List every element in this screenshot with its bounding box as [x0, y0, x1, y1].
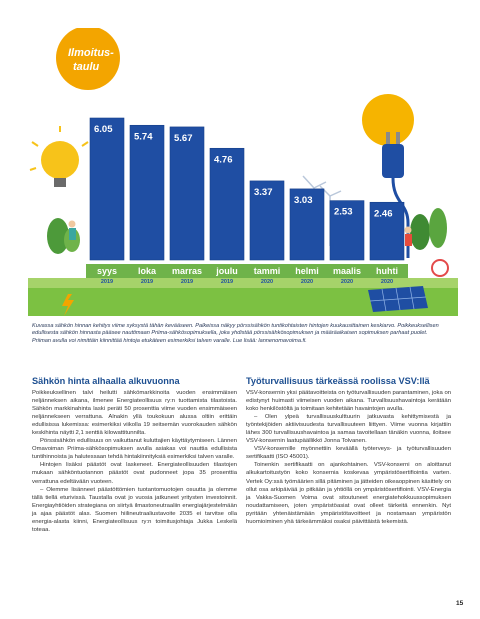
x-tick-year: 2020 — [380, 279, 394, 285]
bar-value-label: 3.37 — [254, 186, 273, 198]
bar-value-label: 4.76 — [214, 154, 233, 166]
article-right-heading: Työturvallisuus tärkeässä roolissa VSV:llä — [246, 376, 430, 386]
article-left-paragraph: Poikkeuksellinen talvi heilutti sähkömarkkinoita vuoden ensimmäisen neljänneksen aikana, ilmenee Energiateollisuus ry:n tuottamista tilastoista. Sähkön markkinahinta laski peräti 50 prosenttia viime vuoden ensimmäiseen neljännekseen verrattuna. Alnakin yllä toukokuun alussa oltiin erittäin edullisissa lukemissa: esimerkiksi viikolla 19 seitsemän vuorokauden sähkön keskihinta näytti 2,1 senttiä kilowattitunnilta. — [32, 390, 237, 437]
bar-marras — [170, 127, 204, 260]
article-left-paragraph: Pörssisähkön edullisuus on vaikuttanut kuluttajien käyttäytymiseen. Lännen Omavoiman Priima-sähkösopimuksen avulla asiakas voi nauttia edullisista tuntihinnoista ja halutessaan tehdä hintakiinnityksiä esimerkiksi talven varalle. — [32, 438, 237, 461]
chart-caption: Kuvassa sähkön hinnan kehitys viime syksystä tähän kevääseen. Palkeissa näkyy pörssisähkön tuntikohtaisten hintojen kuukausittainen keskiarvo. Poikkeuksellisen edullisesta sähkön hinnasta pääsee nauttimaan Priima-sähkösopimuksella, joka yhdistää pörssisähkösopimuksen ja määräaikaisen sopimuksen parhaat puolet. Priiman avulla voi nimittäin kiinnittää hintoja etukäteen esimerkiksi talven varalle. Lue lisää: lannenomavoima.fi. — [32, 323, 439, 344]
tree-icon — [410, 214, 430, 250]
x-tick-month: tammi — [253, 266, 281, 276]
article-right — [246, 376, 451, 526]
bar-value-label: 2.46 — [374, 208, 393, 220]
article-left — [32, 376, 237, 534]
article-right-paragraph: VSV-konsernin yksi päätavoitteista on työturvallisuuden parantaminen, joka on edistynyt huimasti viimeisen vuoden aikana. Turvallisuushavaintoja kerätään koko henkilöstöltä ja toimitaan kehitetään havaintojen avulla. — [246, 390, 451, 413]
bar-value-label: 3.03 — [294, 194, 313, 206]
bar-syys — [90, 118, 124, 260]
bar-value-label: 5.67 — [174, 132, 193, 144]
article-right-paragraph: Toinenkin sertifikaatti on ajankohtainen. VSV-konserni on aloittanut alkukartoitustyön koko konsernia koskevaa ympäristösertifiointia varten. Vertek Oy:ssä työmäärien sillä pitäminen ja jätteiden oikeaoppinen käsittely on ollut osa arkipäivää jo pitkään ja yhtiöllä on ympäristösertifiointi. VSV-Energia ja Vakka-Suomen Voima ovat sitoutuneet energiatehokkuussopimuksen noudattamiseen, joten ympäristöasiat ovat olleet tärkeitä ennenkin. Nyt pyritään yhtenäistämään ympäristötavoitteet ja nostamaan ympäristön huomioiminen yhä tärkeämmäksi osaksi päivittäistä tekemistä. — [246, 462, 451, 525]
x-tick-year: 2019 — [220, 279, 234, 285]
lightbulb-base — [54, 178, 66, 187]
article-left-paragraph: Hintojen lisäksi päästöt ovat laskeneet. Energiateollisuuden tilastojen mukaan sähköntuotannon päästöt ovat pudonneet jopa 35 prosenttia verrattuna edeltävään vuoteen. — [32, 462, 237, 485]
article-right-paragraph: VSV-konsernille myönnettiin keväällä työterveys- ja työturvallisuuden sertifikaatti (ISO 45001). — [246, 446, 451, 461]
x-tick-month: maalis — [332, 266, 362, 276]
bar-loka — [130, 125, 164, 260]
ground-shade — [28, 278, 458, 288]
x-tick-year: 2019 — [180, 279, 194, 285]
x-tick-month: loka — [137, 266, 157, 276]
x-tick-month: helmi — [295, 266, 319, 276]
bar-value-label: 5.74 — [134, 131, 153, 143]
bar-value-label: 2.53 — [334, 206, 353, 218]
x-tick-year: 2019 — [100, 279, 114, 285]
plug-pin — [396, 132, 400, 144]
article-left-heading: Sähkön hinta alhaalla alkuvuonna — [32, 376, 180, 386]
x-tick-year: 2019 — [140, 279, 154, 285]
x-tick-year: 2020 — [300, 279, 314, 285]
bar-chart — [28, 28, 458, 316]
badge-line1: Ilmoitus- — [68, 47, 114, 59]
x-tick-year: 2020 — [260, 279, 274, 285]
x-tick-month: marras — [171, 266, 203, 276]
article-right-paragraph: – Olen ylpeä turvallisuuskulttuurin jatkuvasta kehittymisestä ja työntekijöiden aktiivisuudesta turvallisuuteen liittyen. Viime vuonna kirjattiin lähes 300 turvallisuushavaintoa ja samaa tavoitellaan tänäkin vuonna, iloitsee VSV-konsernin laatupäällikkö Jonna Tolvanen. — [246, 414, 451, 445]
x-tick-year: 2020 — [340, 279, 354, 285]
x-tick-month: huhti — [376, 266, 398, 276]
bar-value-label: 6.05 — [94, 124, 113, 135]
page-number: 15 — [456, 600, 464, 607]
ball-icon — [432, 260, 448, 276]
price-chart-illustration — [28, 28, 458, 316]
x-tick-month: syys — [96, 266, 118, 276]
article-left-paragraph: – Olemme lisänneet päästöttömien tuotantomuotojen osuutta ja olemme tällä tiellä eturivissä. Taustalla ovat jo vuosia jatkuneet yritysten investoinnit. Energiayhtiöiden strategiana on siirtyä ilmastoneutraaliin energiajärjestelmään ja ajaa päästöt alas. Suomen hiilineutraaliustavoite 2035 ei tarvitse olla energia-alasta kiinni, Energiateollisuus ry:n toimitusjohtaja Jukka Leskelä toteaa. — [32, 486, 237, 533]
badge-circle — [56, 28, 120, 90]
tree-icon — [429, 208, 447, 248]
plug-icon — [382, 144, 404, 178]
plug-pin — [386, 132, 390, 144]
badge-line2: taulu — [73, 61, 100, 73]
x-tick-month: joulu — [216, 266, 238, 276]
lightbulb-icon — [41, 141, 79, 179]
